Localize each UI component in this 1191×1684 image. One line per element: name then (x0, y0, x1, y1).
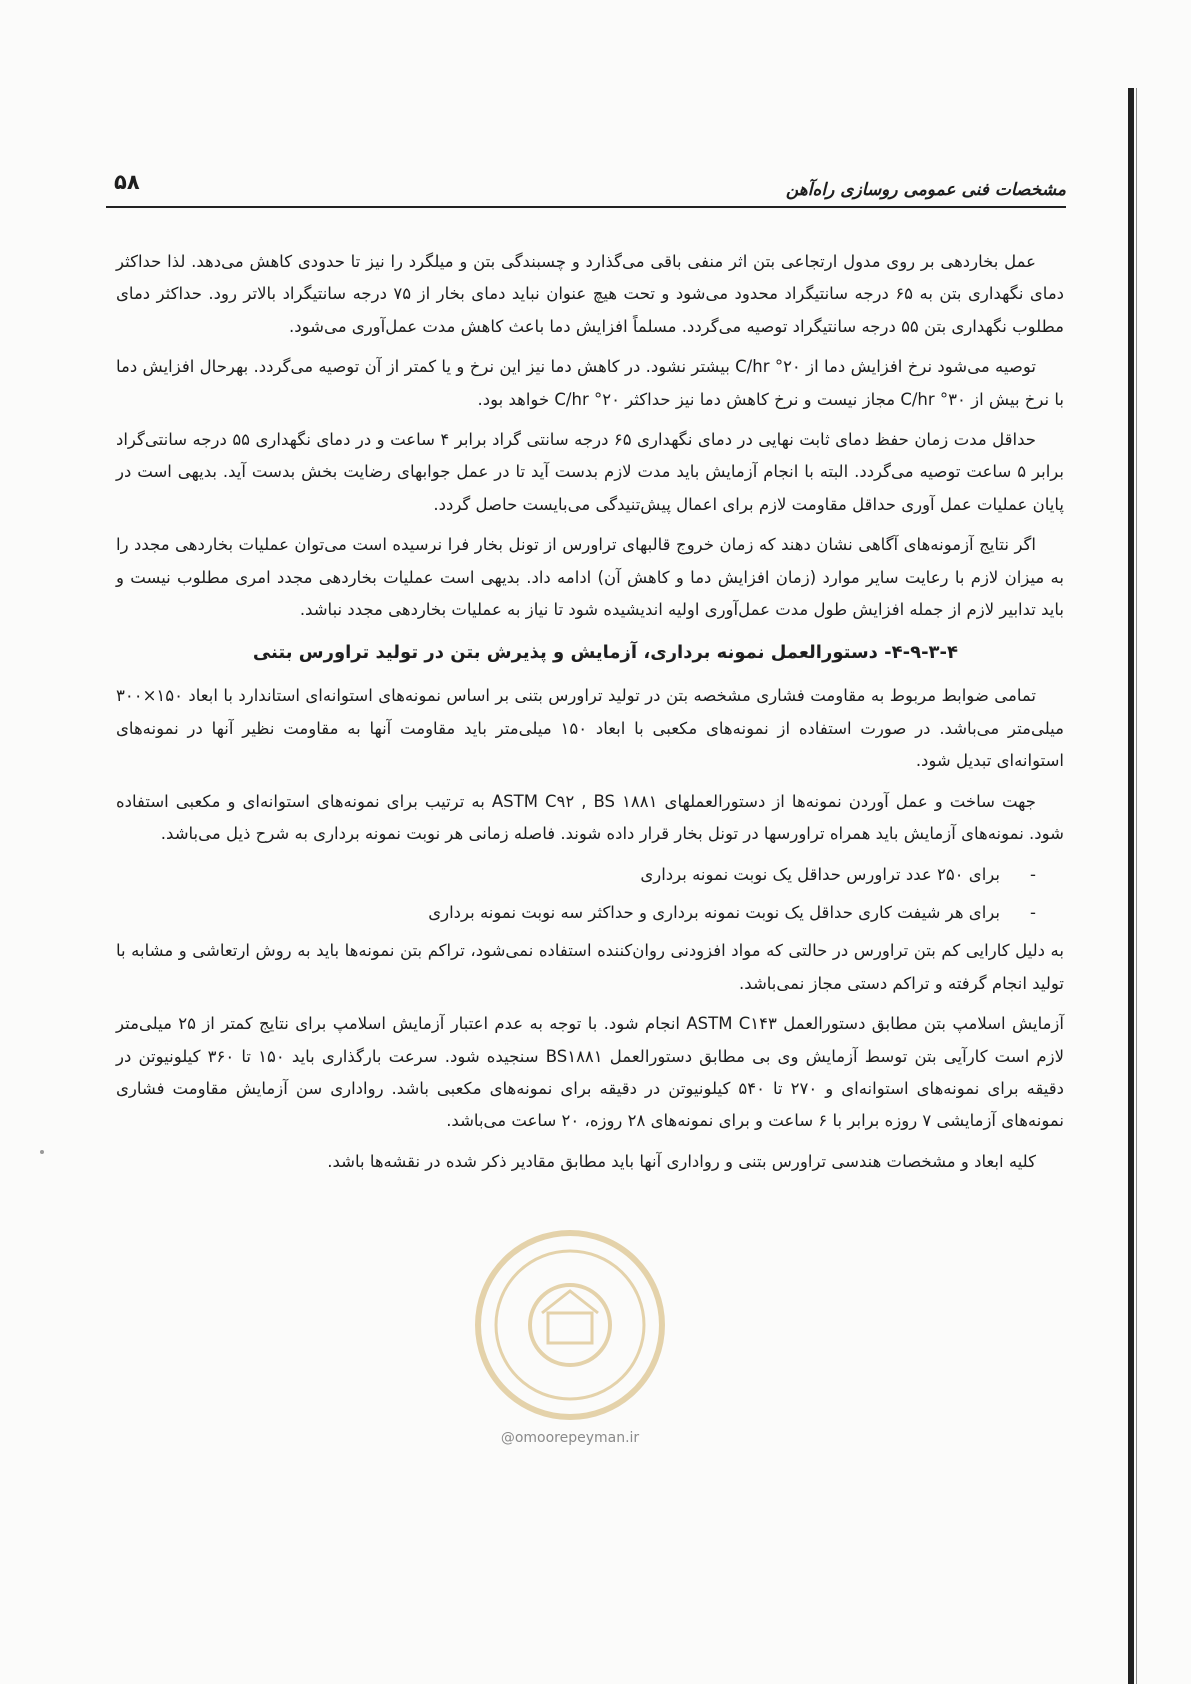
page-binding-edge (1128, 88, 1134, 1684)
page-binding-edge-line (1136, 88, 1137, 1684)
bullet-dash: - (1030, 864, 1036, 884)
paragraph-holding-time: حداقل مدت زمان حفظ دمای ثابت نهایی در دمای نگهداری ۶۵ درجه سانتی گراد برابر ۴ ساعت و در دمای نگهداری ۵۵ درجه سانتی‌گراد برابر ۵ ساعت توصیه می‌گردد. البته با انجام آزمایش باید مدت لازم بدست آید تا در عمل جوابهای رضایت بخش بدست آید. بدیهی است در پایان عملیات عمل آوری حداقل مقاومت لازم برای اعمال پیش‌تنیدگی می‌بایست حاصل گردد. (116, 430, 1064, 514)
list-item-text: برای ۲۵۰ عدد تراورس حداقل یک نوبت نمونه برداری (640, 864, 1000, 884)
running-title: مشخصات فنی عمومی روسازی راه‌آهن (785, 180, 1066, 200)
sampling-frequency-list (116, 859, 1064, 930)
watermark-text: @omoorepeyman.ir (500, 1430, 640, 1446)
bullet-dash: - (1030, 902, 1036, 922)
body-text (116, 246, 1064, 1186)
paragraph-sample-making: جهت ساخت و عمل آوردن نمونه‌ها از دستورالعملهای ASTM C۹۲ , BS ۱۸۸۱ به ترتیب برای نمونه‌های استوانه‌ای و مکعبی استفاده شود. نمونه‌های آزمایش باید همراه تراورسها در تونل بخار قرار داده شوند. فاصله زمانی هر نوبت نمونه برداری به شرح ذیل می‌باشد. (116, 791, 1064, 844)
page-header (106, 170, 1066, 210)
list-item (116, 897, 1036, 929)
paragraph-steam-effect: عمل بخاردهی بر روی مدول ارتجاعی بتن اثر منفی باقی می‌گذارد و چسبندگی بتن و میلگرد را نیز تا حدودی کاهش می‌دهد. لذا حداکثر دمای نگهداری بتن به ۶۵ درجه سانتیگراد محدود می‌شود و تحت هیچ عنوان نباید دمای بخار از ۷۵ درجه سانتیگراد بالاتر رود. حداکثر دمای مطلوب نگهداری بتن ۵۵ درجه سانتیگراد توصیه می‌گردد. مسلماً افزایش دما باعث کاهش مدت عمل‌آوری می‌شود. (116, 252, 1065, 336)
paragraph-compressive-strength: تمامی ضوابط مربوط به مقاومت فشاری مشخصه بتن در تولید تراورس بتنی بر اساس نمونه‌های استوانه‌ای استاندارد با ابعاد ۱۵۰×۳۰۰ میلی‌متر می‌باشد. در صورت استفاده از نمونه‌های مکعبی با ابعاد ۱۵۰ میلی‌متر باید مقاومت آنها به مقاومت نظیر آنها در نمونه‌های استوانه‌ای تبدیل شود. (116, 686, 1064, 771)
margin-speck (40, 1150, 44, 1154)
paragraph-dimensions: کلیه ابعاد و مشخصات هندسی تراورس بتنی و رواداری آنها باید مطابق مقادیر ذکر شده در نقشه‌ها باشد. (327, 1151, 1036, 1171)
paragraph-re-steaming: اگر نتایج آزمونه‌های آگاهی نشان دهند که زمان خروج قالبهای تراورس از تونل بخار فرا نرسیده است می‌توان عملیات بخاردهی مجدد را به میزان لازم با رعایت سایر موارد (زمان افزایش دما و کاهش آن) ادامه داد. بدیهی است عملیات بخاردهی مجدد امری مطلوب نیست و باید تدابیر لازم از جمله افزایش طول مدت عمل‌آوری اولیه اندیشیده شود تا نیاز به عملیات بخاردهی مجدد نباشد. (116, 535, 1064, 620)
watermark-seal-icon (470, 1225, 670, 1425)
paragraph-compaction: به دلیل کارایی کم بتن تراورس در حالتی که مواد افزودنی روان‌کننده استفاده نمی‌شود، تراکم بتن نمونه‌ها باید به روش ارتعاشی و مشابه با تولید انجام گرفته و تراکم دستی مجاز نمی‌باشد. (116, 941, 1064, 993)
page-number: ۵۸ (114, 170, 140, 194)
paragraph-temperature-rate: توصیه می‌شود نرخ افزایش دما از C/hr °۲۰ بیشتر نشود. در کاهش دما نیز این نرخ و یا کمتر از آن توصیه می‌گردد. بهرحال افزایش دما با نرخ بیش از C/hr °۳۰ مجاز نیست و نرخ کاهش دما نیز حداکثر C/hr °۲۰ خواهد بود. (116, 357, 1064, 409)
header-rule (106, 206, 1066, 208)
paragraph-slump-test: آزمایش اسلامپ بتن مطابق دستورالعمل ASTM C۱۴۳ انجام شود. با توجه به عدم اعتبار آزمایش اسلامپ برای نتایج کمتر از ۲۵ میلی‌متر لازم است کارآیی بتن توسط آزمایش وی بی مطابق دستورالعمل BS۱۸۸۱ سنجیده شود. سرعت بارگذاری باید ۱۵۰ تا ۳۶۰ کیلونیوتن در دقیقه برای نمونه‌های استوانه‌ای و ۲۷۰ تا ۵۴۰ کیلونیوتن در دقیقه برای نمونه‌های مکعبی باشد. رواداری سن آزمایش مقاومت فشاری نمونه‌های آزمایشی ۷ روزه برابر با ۶ ساعت و برای نمونه‌های ۲۸ روزه، ۲۰ ساعت می‌باشد. (116, 1014, 1065, 1131)
section-heading: ۴-۹-۳-۴- دستورالعمل نمونه برداری، آزمایش و پذیرش بتن در تولید تراورس بتنی (252, 642, 958, 664)
list-item-text: برای هر شیفت کاری حداقل یک نوبت نمونه برداری و حداکثر سه نوبت نمونه برداری (428, 902, 1000, 922)
list-item (116, 859, 1036, 891)
